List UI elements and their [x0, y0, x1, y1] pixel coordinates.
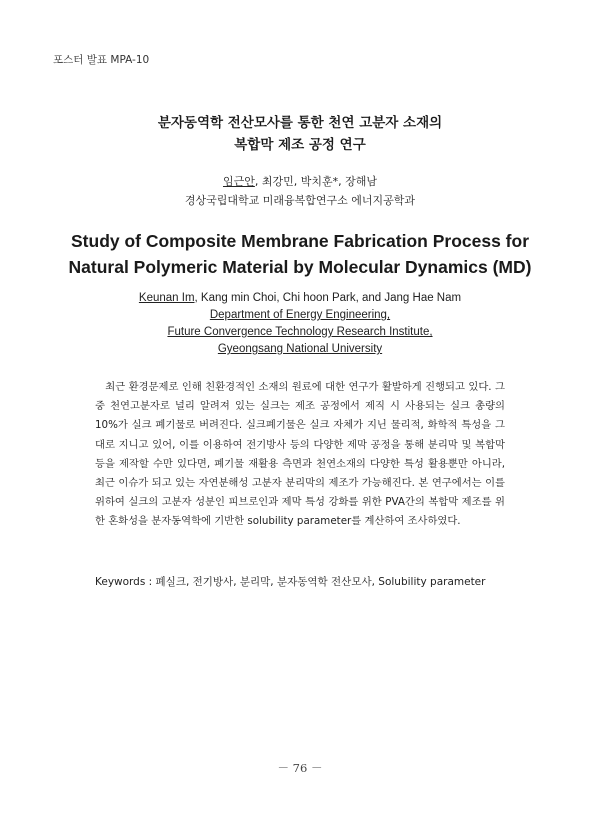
- korean-presenting-author: 임근안: [222, 175, 255, 188]
- english-author-list: [0, 290, 600, 307]
- abstract-body: 최근 환경문제로 인해 친환경적인 소재의 원료에 대한 연구가 활발하게 진행되고 있다. 그 중 천연고분자로 널리 알려져 있는 실크는 제조 공정에서 제직 시 사용되는 실크 총량의 10%가 실크 폐기물로 버려진다. 실크폐기물은 실크 자체가 지닌 물리적, 화학적 특성을 그대로 지니고 있어, 이를 이용하여 전기방사 등의 다양한 제막 공정을 통해 분리막 및 복합막 등을 제작할 수만 있다면, 폐기물 재활용 측면과 천연소재의 다양한 특성 활용뿐만 아니라, 최근 이슈가 되고 있는 자연분해성 고분자 분리막의 제조가 가능해진다. 본 연구에서는 이를 위하여 실크의 고분자 성분인 피브로인과 제막 특성 강화를 위한 PVA간의 복합막 제조를 위한 혼화성을 분자동역학에 기반한 solubility parameter를 계산하여 조사하였다.: [95, 381, 505, 528]
- page-number: － 76 －: [277, 761, 323, 775]
- keywords: Keywords : 폐실크, 전기방사, 분리막, 분자동역학 전산모사, Solubility parameter: [95, 576, 486, 588]
- korean-affiliation: 경상국립대학교 미래융복합연구소 에너지공학과: [184, 194, 416, 207]
- english-affiliation-line2: Future Convergence Technology Research Institute,: [167, 326, 433, 338]
- english-authors: [0, 290, 600, 358]
- poster-session-tag: 포스터 발표 MPA-10: [53, 54, 150, 66]
- korean-authors: [0, 172, 600, 210]
- korean-title-line2: 복합막 제조 공정 연구: [234, 137, 366, 153]
- english-affiliation-line3: Gyeongsang National University: [217, 343, 383, 355]
- english-affiliation-line1: Department of Energy Engineering,: [209, 309, 391, 321]
- korean-title-line1: 분자동역학 전산모사를 통한 천연 고분자 소재의: [157, 115, 443, 131]
- english-coauthors: , Kang min Choi, Chi hoon Park, and Jang Hae Nam: [194, 292, 462, 304]
- english-title-line1: Study of Composite Membrane Fabrication Process for: [71, 231, 529, 251]
- english-title-line2: Natural Polymeric Material by Molecular Dynamics (MD): [68, 257, 532, 277]
- english-presenting-author: Keunan Im: [138, 292, 195, 304]
- korean-title: [0, 112, 600, 156]
- korean-coauthors: , 최강민, 박치훈*, 장해남: [254, 175, 377, 188]
- english-title: [0, 228, 600, 280]
- korean-author-list: [0, 172, 600, 191]
